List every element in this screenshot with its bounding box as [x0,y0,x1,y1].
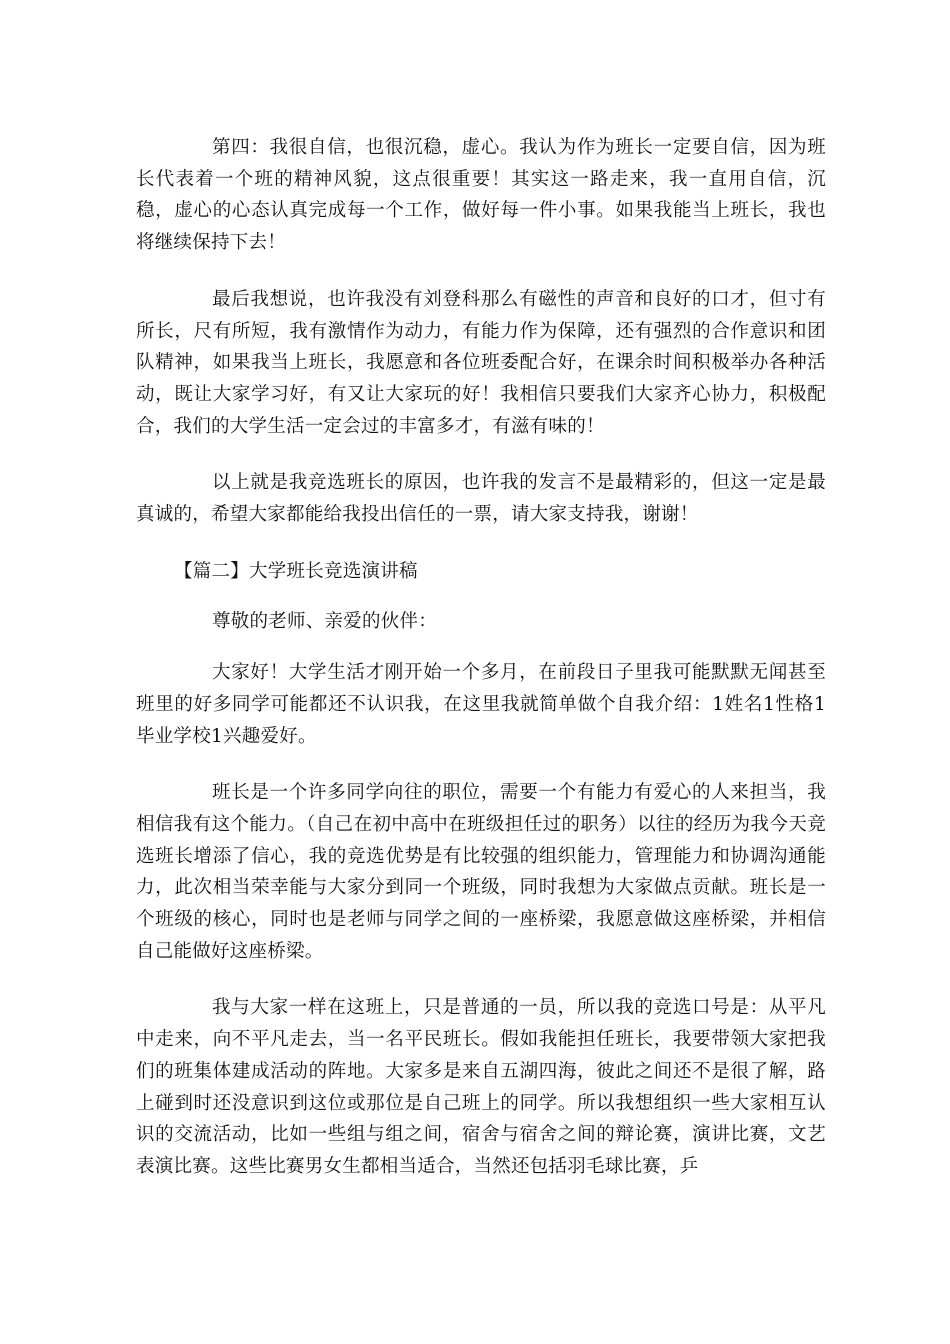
paragraph-introduction: 大家好！大学生活才刚开始一个多月，在前段日子里我可能默默无闻甚至班里的好多同学可能都还不认识我，在这里我就简单做个自我介绍：1姓名1性格1毕业学校1兴趣爱好。 [136,662,826,747]
paragraph-monitor-role: 班长是一个许多同学向往的职位，需要一个有能力有爱心的人来担当，我相信我有这个能力。（自己在初中高中在班级担任过的职务）以往的经历为我今天竞选班长增添了信心，我的竞选优势是有比较强的组织能力，管理能力和协调沟通能力，此次相当荣幸能与大家分到同一个班级，同时我想为大家做点贡献。班长是一个班级的核心，同时也是老师与同学之间的一座桥梁，我愿意做这座桥梁，并相信自己能做好这座桥梁。 [136,782,826,962]
document-body [136,132,826,1208]
paragraph-conclusion: 以上就是我竞选班长的原因，也许我的发言不是最精彩的，但这一定是最真诚的，希望大家都能给我投出信任的一票，请大家支持我，谢谢！ [136,472,826,526]
section-heading: 【篇二】大学班长竞选演讲稿 [174,560,418,582]
paragraph-closing-remarks: 最后我想说，也许我没有刘登科那么有磁性的声音和良好的口才，但寸有所长，尺有所短，我有激情作为动力，有能力作为保障，还有强烈的合作意识和团队精神，如果我当上班长，我愿意和各位班委配合好，在课余时间积极举办各种活动，既让大家学习好，有又让大家玩的好！我相信只要我们大家齐心协力，积极配合，我们的大学生活一定会过的丰富多才，有滋有味的！ [136,288,826,437]
paragraph-fourth-point: 第四：我很自信，也很沉稳，虚心。我认为作为班长一定要自信，因为班长代表着一个班的精神风貌，这点很重要！其实这一路走来，我一直用自信，沉稳，虚心的心态认真完成每一个工作，做好每一件小事。如果我能当上班长，我也将继续保持下去！ [136,137,826,254]
salutation: 尊敬的老师、亲爱的伙伴： [212,611,438,633]
paragraph-campaign-slogan: 我与大家一样在这班上，只是普通的一员，所以我的竞选口号是：从平凡中走来，向不平凡走去，当一名平民班长。假如我能担任班长，我要带领大家把我们的班集体建成活动的阵地。大家多是来自五湖四海，彼此之间还不是很了解，路上碰到时还没意识到这位或那位是自己班上的同学。所以我想组织一些大家相互认识的交流活动，比如一些组与组之间，宿舍与宿舍之间的辩论赛，演讲比赛，文艺表演比赛。这些比赛男女生都相当适合，当然还包括羽毛球比赛，乒 [136,997,826,1177]
